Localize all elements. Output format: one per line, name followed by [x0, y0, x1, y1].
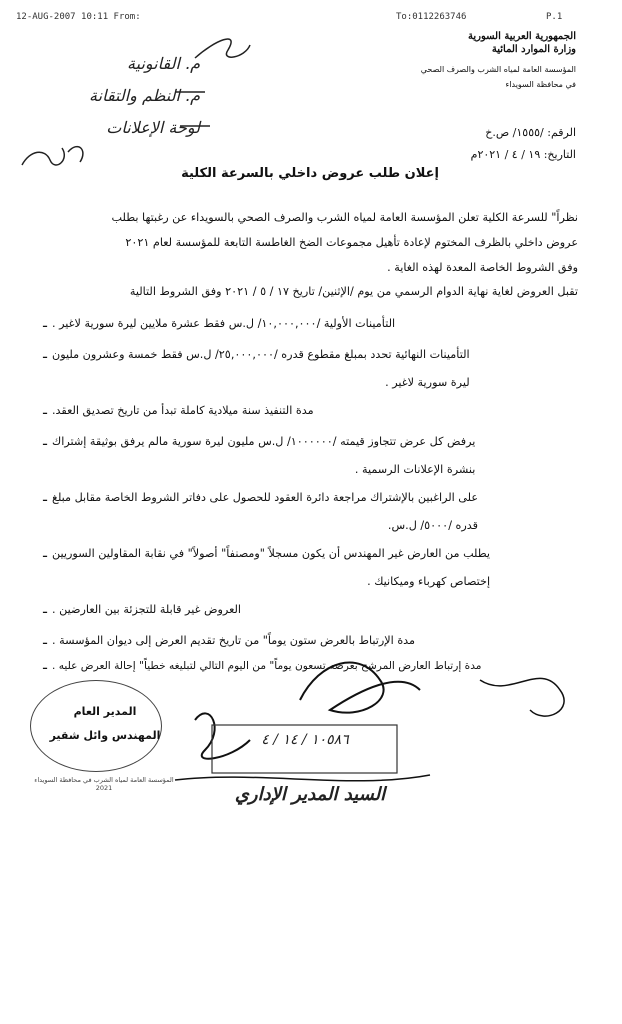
condition-text: التأمينات الأولية /١٠,٠٠٠,٠٠٠/ ل.س فقط عشرة ملايين ليرة سورية لاغير .: [52, 317, 396, 330]
condition-item: - مدة إرتباط العارض المرشح بعرضه تسعون يوماً" من اليوم التالي لتبليغه خطياً" إحالة العرض عليه .: [42, 658, 482, 677]
condition-item: - يطلب من العارض غير المهندس أن يكون مسجلاً "ومصنفاً" أصولاً" في نقابة المقاولين السوريين إختصاص كهرباء وميكانيك .: [42, 546, 491, 588]
routing-systems: م. النظم والتقانة: [89, 86, 200, 105]
condition-text: ليرة سورية لاغير .: [385, 376, 470, 389]
fax-to: To:0112263746: [396, 12, 467, 22]
letterhead-ministry: وزارة الموارد المائية: [491, 44, 576, 55]
condition-text: التأمينات النهائية تحدد بمبلغ مقطوع قدره /٢٥,٠٠٠,٠٠٠/ ل.س فقط خمسة وعشرون مليون: [52, 348, 470, 361]
routing-legal: م. القانونية: [127, 54, 200, 73]
condition-text: يرفض كل عرض تتجاوز قيمته /١٠٠٠٠٠٠/ ل.س مليون ليرة سورية مالم يرفق بوثيقة إشتراك: [52, 435, 476, 448]
condition-text: قدره /٥٠٠٠/ ل.س.: [387, 519, 479, 532]
intro-line: عروض داخلي بالظرف المختوم لإعادة تأهيل مجموعات الضخ الغاطسة التابعة للمؤسسة لعام ٢٠٢١: [125, 236, 578, 249]
condition-item: - العروض غير قابلة للتجزئة بين العارضين .: [42, 602, 241, 621]
letterhead-governorate: في محافظة السويداء: [505, 80, 576, 89]
condition-item: - مدة التنفيذ سنة ميلادية كاملة تبدأ من تاريخ تصديق العقد.: [42, 403, 314, 422]
intro-line: وفق الشروط الخاصة المعدة لهذه الغاية .: [387, 261, 578, 274]
condition-item: - على الراغبين بالإشتراك مراجعة دائرة العقود للحصول على دفاتر الشروط الخاصة مقابل مبلغ قدره /٥٠٠٠/ ل.س.: [42, 490, 479, 532]
condition-text: مدة إرتباط العارض المرشح بعرضه تسعون يوماً" من اليوم التالي لتبليغه خطياً" إحالة العرض عليه .: [52, 660, 482, 672]
condition-item: - يرفض كل عرض تتجاوز قيمته /١٠٠٠٠٠٠/ ل.س مليون ليرة سورية مالم يرفق بوثيقة إشتراك بنشرة الإعلانات الرسمية .: [42, 434, 476, 476]
letterhead-republic: الجمهورية العربية السورية: [468, 31, 576, 42]
routing-board: لوحة الإعلانات: [106, 118, 200, 137]
condition-text: بنشرة الإعلانات الرسمية .: [354, 463, 476, 476]
condition-item: - مدة الإرتباط بالعرض ستون يوماً" من تاريخ تقديم العرض إلى ديوان المؤسسة .: [42, 633, 416, 652]
condition-item: - التأمينات الأولية /١٠,٠٠٠,٠٠٠/ ل.س فقط عشرة ملايين ليرة سورية لاغير .: [42, 316, 396, 335]
conditions-list: [38, 316, 578, 677]
page-title: إعلان طلب عروض داخلي بالسرعة الكلية: [181, 166, 439, 181]
intro-line: تقبل العروض لغاية نهاية الدوام الرسمي من يوم /الإثنين/ تاريخ ١٧ / ٥ / ٢٠٢١ وفق الشروط التالية: [129, 285, 578, 298]
signatory-title: المدير العام: [73, 705, 137, 718]
stamp-reference: ١٠٥٨٦ / ١٤ / ٤: [261, 732, 349, 748]
reference-date: التاريخ: ١٩ / ٤ / ٢٠٢١م: [470, 148, 576, 161]
reference-block: [336, 122, 576, 166]
fax-date: 12-AUG-2007 10:11 From:: [16, 12, 141, 22]
condition-text: العروض غير قابلة للتجزئة بين العارضين .: [52, 603, 241, 616]
letterhead-establishment: المؤسسة العامة لمياه الشرب والصرف الصحي: [420, 65, 576, 74]
condition-text: إختصاص كهرباء وميكانيك .: [367, 575, 491, 588]
reference-number: الرقم: /١٥٥٥/ ص.خ: [485, 126, 576, 139]
condition-text: مدة الإرتباط بالعرض ستون يوماً" من تاريخ تقديم العرض إلى ديوان المؤسسة .: [52, 634, 416, 647]
intro-line: نظراً" للسرعة الكلية تعلن المؤسسة العامة لمياه الشرب والصرف الصحي بالسويداء عن رغبتها بطلب: [111, 211, 578, 224]
signatory-name: المهندس وائل شقير: [49, 729, 161, 742]
condition-text: مدة التنفيذ سنة ميلادية كاملة تبدأ من تاريخ تصديق العقد.: [52, 404, 314, 417]
handwritten-addressee: السيد المدير الإداري: [234, 784, 386, 805]
condition-text: يطلب من العارض غير المهندس أن يكون مسجلاً "ومصنفاً" أصولاً" في نقابة المقاولين السوريين: [52, 547, 491, 560]
fax-page: P.1: [546, 12, 563, 22]
intro-paragraph: [38, 210, 578, 300]
condition-item: - التأمينات النهائية تحدد بمبلغ مقطوع قدره /٢٥,٠٠٠,٠٠٠/ ل.س فقط خمسة وعشرون مليون ليرة سورية لاغير .: [42, 347, 470, 389]
condition-text: على الراغبين بالإشتراك مراجعة دائرة العقود للحصول على دفاتر الشروط الخاصة مقابل مبلغ: [52, 491, 479, 504]
stamp-caption: المؤسسة العامة لمياه الشرب في محافظة السويداء 2021: [34, 776, 174, 792]
